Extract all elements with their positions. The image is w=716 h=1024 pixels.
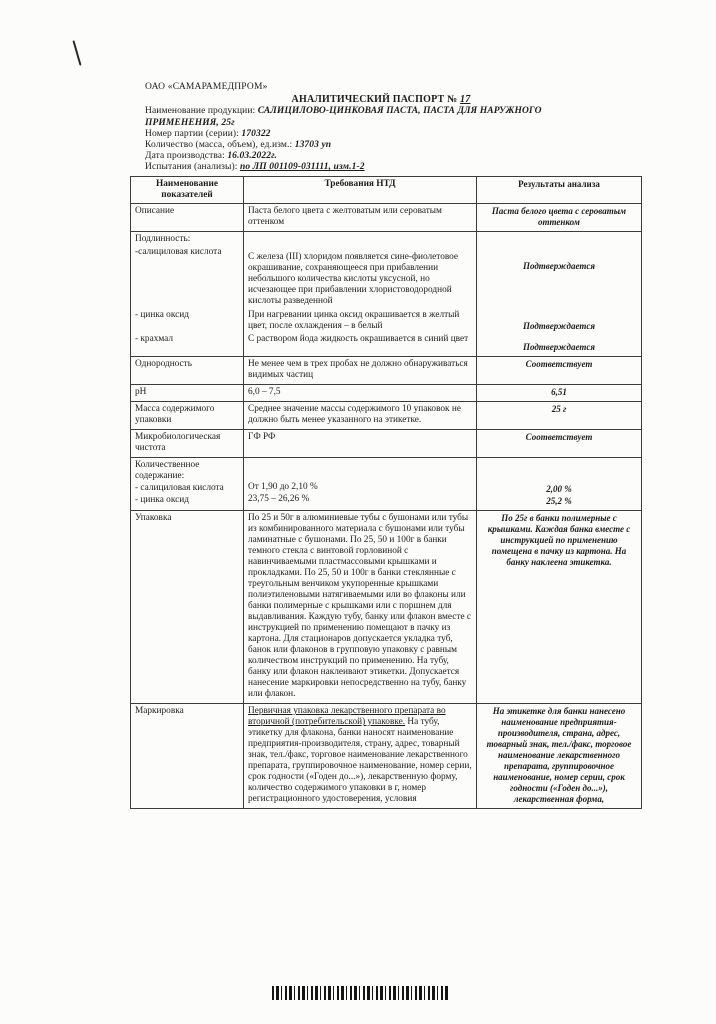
cell-paragraph: От 1,90 до 2,10 % — [248, 482, 318, 492]
cell-paragraph: Подтверждается — [522, 261, 596, 271]
header-field-value: САЛИЦИЛОВО-ЦИНКОВАЯ ПАСТА, ПАСТА ДЛЯ НАРУЖНОГО ПРИМЕНЕНИЯ, 25г — [145, 106, 542, 128]
passport-table — [130, 176, 642, 809]
document-title-text: АНАЛИТИЧЕСКИЙ ПАСПОРТ № — [291, 94, 458, 106]
ntd-requirements-cell — [244, 232, 477, 357]
analysis-results-cell — [477, 357, 642, 385]
cell-paragraph: Упаковка — [135, 513, 172, 523]
indicator-name-cell — [131, 204, 244, 232]
cell-paragraph: pH — [135, 387, 147, 397]
cell-paragraph: Однородность — [135, 359, 192, 369]
column-header-analysis-results: Результаты анализа — [477, 177, 642, 204]
table-row — [131, 458, 642, 511]
document-number: 17 — [460, 94, 471, 106]
header-field-value: 13703 уп — [294, 140, 332, 151]
indicator-name-cell — [131, 430, 244, 458]
ntd-requirements-cell — [244, 430, 477, 458]
cell-paragraph: Маркировка — [135, 706, 184, 716]
cell-paragraph: Соответствует — [525, 359, 593, 369]
table-row — [131, 402, 642, 430]
cell-paragraph: Описание — [135, 206, 175, 216]
cell-paragraph: Подтверждается — [522, 321, 596, 331]
column-header-ntd-requirements: Требования НТД — [244, 177, 477, 204]
table-row — [131, 204, 642, 232]
ntd-requirements-cell — [244, 357, 477, 385]
header-field-label: Наименование продукции: — [145, 106, 258, 117]
header-field-label: Количество (масса, объем), ед.изм.: — [145, 140, 295, 151]
table-header-row — [131, 177, 642, 204]
analysis-results-cell — [477, 430, 642, 458]
indicator-name-cell — [131, 402, 244, 430]
analysis-results-cell — [477, 704, 642, 809]
ntd-requirements-cell — [244, 385, 477, 402]
header-field — [145, 140, 617, 151]
ntd-requirements-cell — [244, 704, 477, 809]
ntd-requirements-cell — [244, 511, 477, 704]
document-title — [145, 94, 617, 105]
header-field-label: Испытания (анализы): — [145, 162, 240, 173]
pen-mark — [72, 40, 81, 66]
cell-paragraph: Соответствует — [525, 432, 593, 442]
cell-paragraph: 23,75 – 26,26 % — [248, 494, 310, 504]
cell-paragraph: Подтверждается — [522, 342, 596, 352]
header-field-label: Номер партии (серии): — [145, 128, 242, 139]
barcode — [272, 986, 450, 1000]
cell-paragraph: Паста белого цвета с сероватым оттенком — [491, 206, 627, 227]
header-fields — [145, 106, 617, 173]
table-row — [131, 357, 642, 385]
cell-paragraph: По 25 и 50г в алюминиевые тубы с бушонами или тубы из комбинированного материала с бушонами или тубы ламинатные с бушонами. По 25, 50 и 100г в банки темного стекла с винтовой горловиной с навинчиваемыми пластмассовыми крышками и прокладками. По 25, 50 и 100г в банки стеклянные с треугольным венчиком укупоренные крышками полиэтиленовыми натягиваемыми или во флаконы или банки полимерные с крышками или с поршнем для выдавливания. Каждую тубу, банку или флакон вместе с инструкцией по применению помещают в пачку из картона. Для стационаров допускается укладка туб, банок или флаконов в групповую упаковку с равным количеством инструкций по применению. На тубу, банку или флакон наклеивают этикетки. Допускается нанесение маркировки непосредственно на тубу, банку или флакон. — [248, 513, 472, 699]
cell-paragraph: По 25г в банки полимерные с крышками. Каждая банка вместе с инструкцией по применению помещена в пачку из картона. На банку наклеена этикетка. — [487, 513, 631, 567]
cell-text-span: Первичная упаковка лекарственного препарата во вторичной (потребительской) упаковке. — [248, 706, 446, 727]
cell-paragraph: 25,2 % — [546, 496, 572, 506]
table-row — [131, 385, 642, 402]
column-header-indicator-name: Наименование показателей — [131, 177, 244, 204]
cell-paragraph: 6,51 — [551, 387, 567, 397]
cell-paragraph: - крахмал — [135, 334, 174, 344]
cell-paragraph: Среднее значение массы содержимого 10 упаковок не должно быть менее указанного на этикетке. — [248, 404, 461, 425]
cell-paragraph: Микробиологическая чистота — [135, 432, 221, 453]
analysis-results-cell — [477, 402, 642, 430]
cell-text-span: На тубу, этикетку для флакона, банки наносят наименование предприятия-производителя, страну, адрес, товарный знак, тел./факс, торговое наименование лекарственного препарата, группировочное наименование, номер серии, срок годности («Годен до...»), лекарственную форму, количество содержимого упаковки в г, номер регистрационного удостоверения, условия — [248, 717, 472, 804]
cell-paragraph: С раствором йода жидкость окрашивается в синий цвет — [248, 334, 469, 344]
header-field-label: Дата производства: — [145, 151, 228, 162]
cell-paragraph: С железа (III) хлоридом появляется сине-фиолетовое окрашивание, сохраняющееся при прибавлении небольшого количества кислоты уксусной, но исчезающее при прибавлении хлористоводородной кислоты разведенной — [248, 252, 459, 306]
cell-paragraph: 25 г — [551, 404, 567, 414]
header-field — [145, 162, 617, 173]
table-row — [131, 232, 642, 357]
table-row — [131, 704, 642, 809]
ntd-requirements-cell — [244, 458, 477, 511]
analysis-results-cell — [477, 204, 642, 232]
company-name: ОАО «САМАРАМЕДПРОМ» — [145, 82, 268, 92]
ntd-requirements-cell — [244, 402, 477, 430]
header-field — [145, 106, 617, 128]
cell-paragraph: ГФ РФ — [248, 432, 276, 442]
cell-paragraph: Не менее чем в трех пробах не должно обнаруживаться видимых частиц — [248, 359, 468, 380]
cell-paragraph: - цинка оксид — [135, 495, 189, 505]
header-field — [145, 129, 617, 140]
cell-paragraph: - цинка оксид — [135, 310, 189, 320]
cell-paragraph: Количественное содержание: — [135, 460, 200, 481]
document-header — [145, 82, 617, 174]
cell-paragraph: - салициловая кислота — [135, 483, 224, 493]
cell-paragraph: Паста белого цвета с желтоватым или сероватым оттенком — [248, 206, 442, 227]
analysis-results-cell — [477, 458, 642, 511]
header-field-value: 16.03.2022г. — [227, 151, 278, 162]
table-row — [131, 511, 642, 704]
cell-paragraph: 2,00 % — [546, 484, 572, 494]
indicator-name-cell — [131, 458, 244, 511]
analysis-results-cell — [477, 385, 642, 402]
indicator-name-cell — [131, 232, 244, 357]
indicator-name-cell — [131, 511, 244, 704]
header-field-value: 170322 — [241, 128, 271, 139]
indicator-name-cell — [131, 357, 244, 385]
cell-paragraph: -салициловая кислота — [135, 247, 222, 257]
cell-paragraph: На этикетке для банки нанесено наименование предприятия-производителя, страна, адрес, товарный знак, тел./факс, торговое наименование лекарственного препарата, группировочное наименование, номер серии, срок годности («Годен до...»), лекарственная форма, — [486, 706, 632, 804]
table-row — [131, 430, 642, 458]
analysis-results-cell — [477, 232, 642, 357]
analysis-results-cell — [477, 511, 642, 704]
cell-paragraph: Подлинность: — [135, 234, 191, 244]
cell-paragraph: Масса содержимого упаковки — [135, 404, 215, 425]
indicator-name-cell — [131, 385, 244, 402]
cell-paragraph: 6,0 – 7,5 — [248, 387, 281, 397]
indicator-name-cell — [131, 704, 244, 809]
header-field-value: по ЛП 001109-031111, изм.1-2 — [239, 162, 365, 173]
ntd-requirements-cell — [244, 204, 477, 232]
header-field — [145, 151, 617, 162]
cell-paragraph — [248, 706, 472, 805]
cell-paragraph: При нагревании цинка оксид окрашивается в желтый цвет, после охлаждения – в белый — [248, 310, 460, 331]
